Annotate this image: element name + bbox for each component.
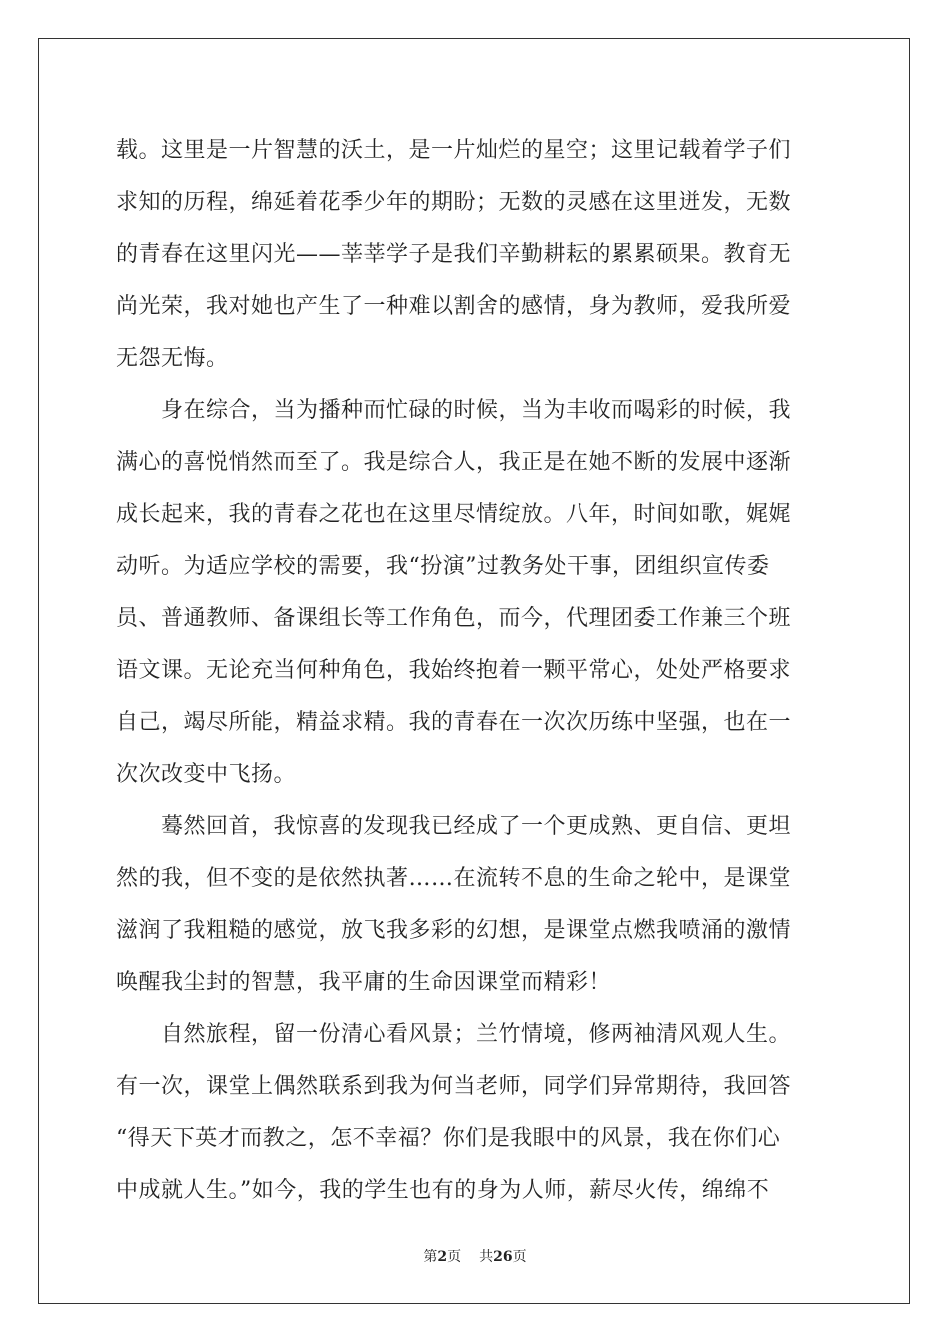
text-line: 然的我，但不变的是依然执著……在流转不息的生命之轮中，是课堂 bbox=[116, 866, 792, 891]
page-unit: 页 bbox=[447, 1249, 462, 1265]
page-prefix: 第 bbox=[423, 1249, 438, 1265]
text-line: 求知的历程，绵延着花季少年的期盼；无数的灵感在这里迸发，无数 bbox=[116, 190, 792, 215]
text-line: 满心的喜悦悄然而至了。我是综合人，我正是在她不断的发展中逐渐 bbox=[116, 450, 792, 475]
text-line: 蓦然回首，我惊喜的发现我已经成了一个更成熟、更自信、更坦 bbox=[116, 814, 792, 839]
text-line: “得天下英才而教之，怎不幸福？你们是我眼中的风景，我在你们心 bbox=[116, 1126, 781, 1151]
text-line: 员、普通教师、备课组长等工作角色，而今，代理团委工作兼三个班 bbox=[116, 606, 792, 631]
text-line: 尚光荣，我对她也产生了一种难以割舍的感情，身为教师，爱我所爱 bbox=[116, 294, 792, 319]
text-line: 次次改变中飞扬。 bbox=[116, 762, 297, 787]
text-line: 身在综合，当为播种而忙碌的时候，当为丰收而喝彩的时候，我 bbox=[116, 398, 792, 423]
text-line: 语文课。无论充当何种角色，我始终抱着一颗平常心，处处严格要求 bbox=[116, 658, 792, 683]
page-total: 26 bbox=[493, 1249, 513, 1265]
text-line: 有一次，课堂上偶然联系到我为何当老师，同学们异常期待，我回答 bbox=[116, 1074, 792, 1099]
text-line: 动听。为适应学校的需要，我“扮演”过教务处干事，团组织宣传委 bbox=[116, 554, 770, 579]
text-line: 载。这里是一片智慧的沃土，是一片灿烂的星空；这里记载着学子们 bbox=[116, 138, 792, 163]
text-line: 中成就人生。”如今，我的学生也有的身为人师，薪尽火传，绵绵不 bbox=[116, 1178, 770, 1203]
page-current: 2 bbox=[437, 1249, 448, 1265]
text-line: 唤醒我尘封的智慧，我平庸的生命因课堂而精彩！ bbox=[116, 970, 612, 995]
text-line: 成长起来，我的青春之花也在这里尽情绽放。八年，时间如歌，娓娓 bbox=[116, 502, 792, 527]
document-body bbox=[116, 125, 836, 1217]
text-line: 自己，竭尽所能，精益求精。我的青春在一次次历练中坚强，也在一 bbox=[116, 710, 792, 735]
text-line: 自然旅程，留一份清心看风景；兰竹情境，修两袖清风观人生。 bbox=[116, 1022, 792, 1047]
total-prefix: 共 bbox=[479, 1249, 494, 1265]
text-line: 无怨无悔。 bbox=[116, 346, 229, 371]
text-line: 的青春在这里闪光——莘莘学子是我们辛勤耕耘的累累硕果。教育无 bbox=[116, 242, 792, 267]
total-unit: 页 bbox=[512, 1249, 527, 1265]
text-line: 滋润了我粗糙的感觉，放飞我多彩的幻想，是课堂点燃我喷涌的激情 bbox=[116, 918, 792, 943]
page-footer bbox=[0, 1246, 950, 1266]
